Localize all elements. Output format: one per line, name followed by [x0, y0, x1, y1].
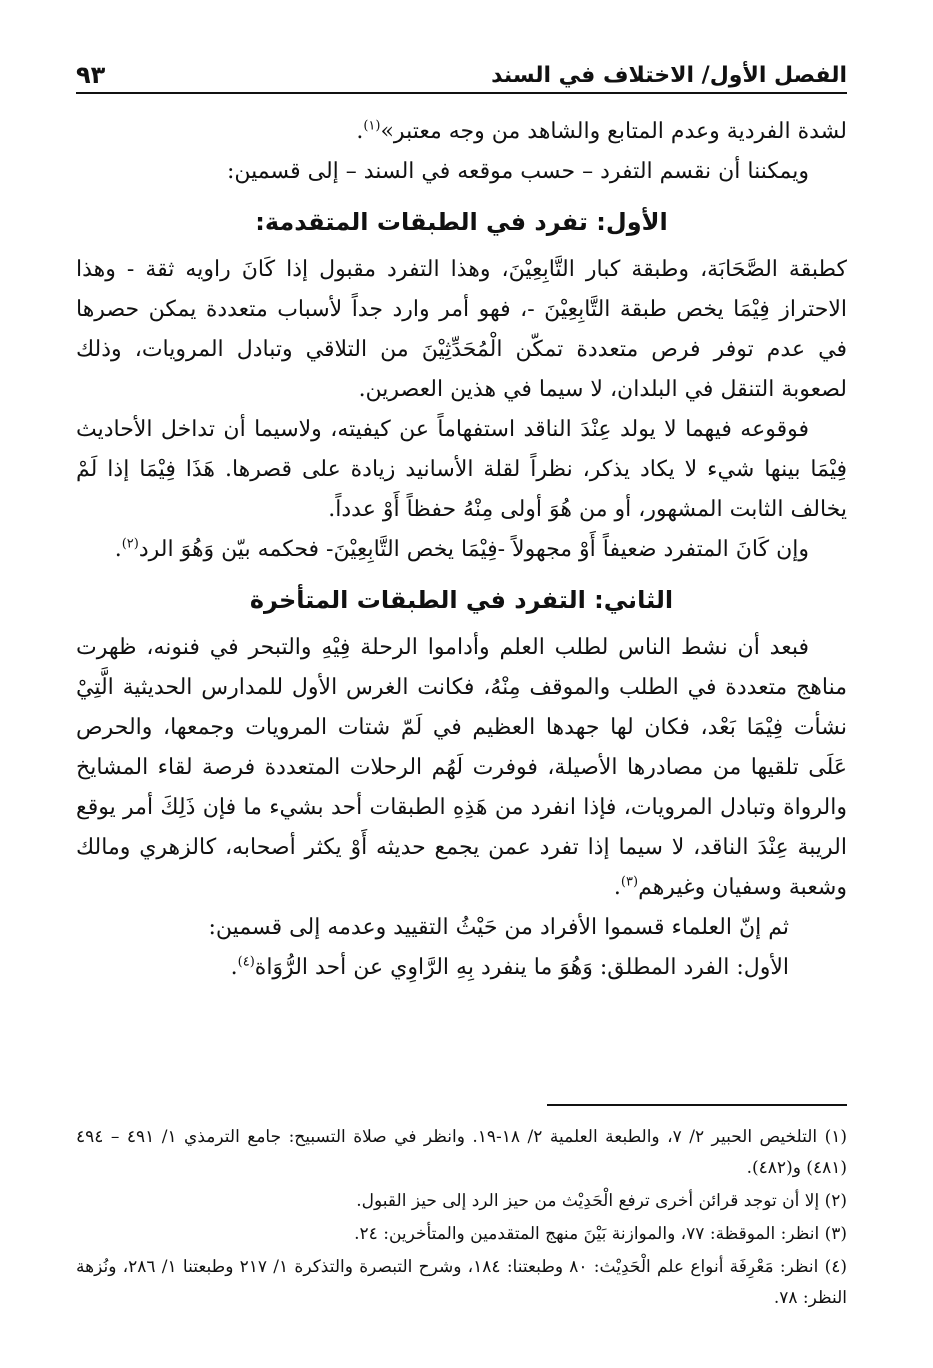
paragraph-occurrence: فوقوعه فيهما لا يولد عِنْدَ الناقد استفهاماً عن كيفيته، ولاسيما أن تداخل الأحاديث فِيْمَا بينها شيء لا يكاد يذكر، نظراً لقلة الأسانيد زيادة على قصرها. هَذَا فِيْمَا إذا لَمْ يخالف الثابت المشهور، أو من هُوَ أولى مِنْهُ حفظاً أَوْ عدداً. [76, 417, 847, 522]
footnote-2: (٢) إلا أن توجد قرائن أخرى ترفع الْحَدِيْث من حيز الرد إلى حيز القبول. [356, 1191, 847, 1211]
paragraph-weak-narrator [76, 530, 847, 570]
footnote-4: (٤) انظر: مَعْرِفَة أنواع علم الْحَدِيْث: ٨٠ وطبعتنا: ١٨٤، وشرح التبصرة والتذكرة ١/ ٢١٧ وطبعتنا ١/ ٢٨٦، ونُزهة النظر: ٧٨. [76, 1257, 847, 1308]
footnote-ref-4: (٤) [237, 954, 255, 970]
paragraph-division: ويمكننا أن نقسم التفرد – حسب موقعه في السند – إلى قسمين: [226, 159, 809, 184]
footnote-1: (١) التلخيص الحبير ٢/ ٧، والطبعة العلمية ٢/ ١٨-١٩. وانظر في صلاة التسبيح: جامع الترمذي ١/ ٤٩١ – ٤٩٤ (٤٨١) و(٤٨٢). [76, 1127, 848, 1178]
main-text [76, 112, 847, 988]
paragraph-end: . [114, 537, 122, 562]
paragraph-end: . [356, 119, 364, 144]
paragraph-end: . [230, 955, 238, 980]
paragraph-later-layers [76, 628, 847, 908]
paragraph-quote-end [76, 112, 847, 152]
paragraph-early-layers: كطبقة الصَّحَابَة، وطبقة كبار التَّابِعِيْنَ، وهذا التفرد مقبول إذا كَانَ راويه ثقة - وهذا الاحتراز فِيْمَا يخص طبقة التَّابِعِيْنَ -، فهو أمر وارد جداً لأسباب متعددة يمكن حصرها في عدم توفر فرص متعددة تمكّن الْمُحَدِّثِيْنَ من التلاقي وتبادل المرويات، وذلك لصعوبة التنقل في البلدان، لا سيما في هذين العصرين. [76, 257, 847, 402]
footnotes [76, 1122, 847, 1316]
paragraph-end: . [613, 875, 621, 900]
paragraph-text: الأول: الفرد المطلق: وَهُوَ ما ينفرد بِهِ الرَّاوِي عن أحد الرُّوَاة [254, 955, 789, 980]
paragraph-text: فبعد أن نشط الناس لطلب العلم وأداموا الرحلة فِيْهِ والتبحر في فنونه، ظهرت مناهج متعددة في الطلب والموقف مِنْهُ، فكانت الغرس الأول للمدارس الحديثية الَّتِيْ نشأت فِيْمَا بَعْد، فكان لها جهدها العظيم في لَمّ شتات المرويات وجمعها، والحرص عَلَى تلقيها من مصادرها الأصيلة، فوفرت لَهُم الرحلات المتعددة فرصة لقاء المشايخ والرواة وتبادل المرويات، فإذا انفرد من هَذِهِ الطبقات أحد بشيء ما فإن ذَلِكَ أمر يوقع الريبة عِنْدَ الناقد، لا سيما إذا تفرد عمن يجمع حديثه أَوْ يكثر أصحابه، كالزهري ومالك وشعبة وسفيان وغيرهم [76, 635, 847, 900]
page-number: ٩٣ [76, 61, 106, 89]
paragraph-text: لشدة الفردية وعدم المتابع والشاهد من وجه معتبر» [380, 119, 847, 144]
footnote-3: (٣) انظر: الموقظة: ٧٧، والموازنة بَيْنَ منهج المتقدمين والمتأخرين: ٢٤. [354, 1224, 847, 1244]
chapter-title: الفصل الأول/ الاختلاف في السند [491, 62, 847, 88]
footnote-divider [547, 1104, 847, 1106]
running-header [76, 58, 847, 94]
heading-early-layers: الأول: تفرد في الطبقات المتقدمة: [255, 208, 668, 236]
paragraph-types: ثم إنّ العلماء قسموا الأفراد من حَيْثُ التقييد وعدمه إلى قسمين: [208, 915, 789, 940]
footnote-ref-1: (١) [363, 118, 381, 134]
paragraph-text: وإن كَانَ المتفرد ضعيفاً أَوْ مجهولاً -فِيْمَا يخص التَّابِعِيْنَ- فحكمه بيّن وَهُوَ الرد [138, 537, 809, 562]
footnote-ref-3: (٣) [620, 874, 639, 890]
heading-later-layers: الثاني: التفرد في الطبقات المتأخرة [249, 586, 674, 614]
paragraph-absolute-single [76, 948, 847, 988]
footnote-ref-2: (٢) [121, 536, 139, 552]
